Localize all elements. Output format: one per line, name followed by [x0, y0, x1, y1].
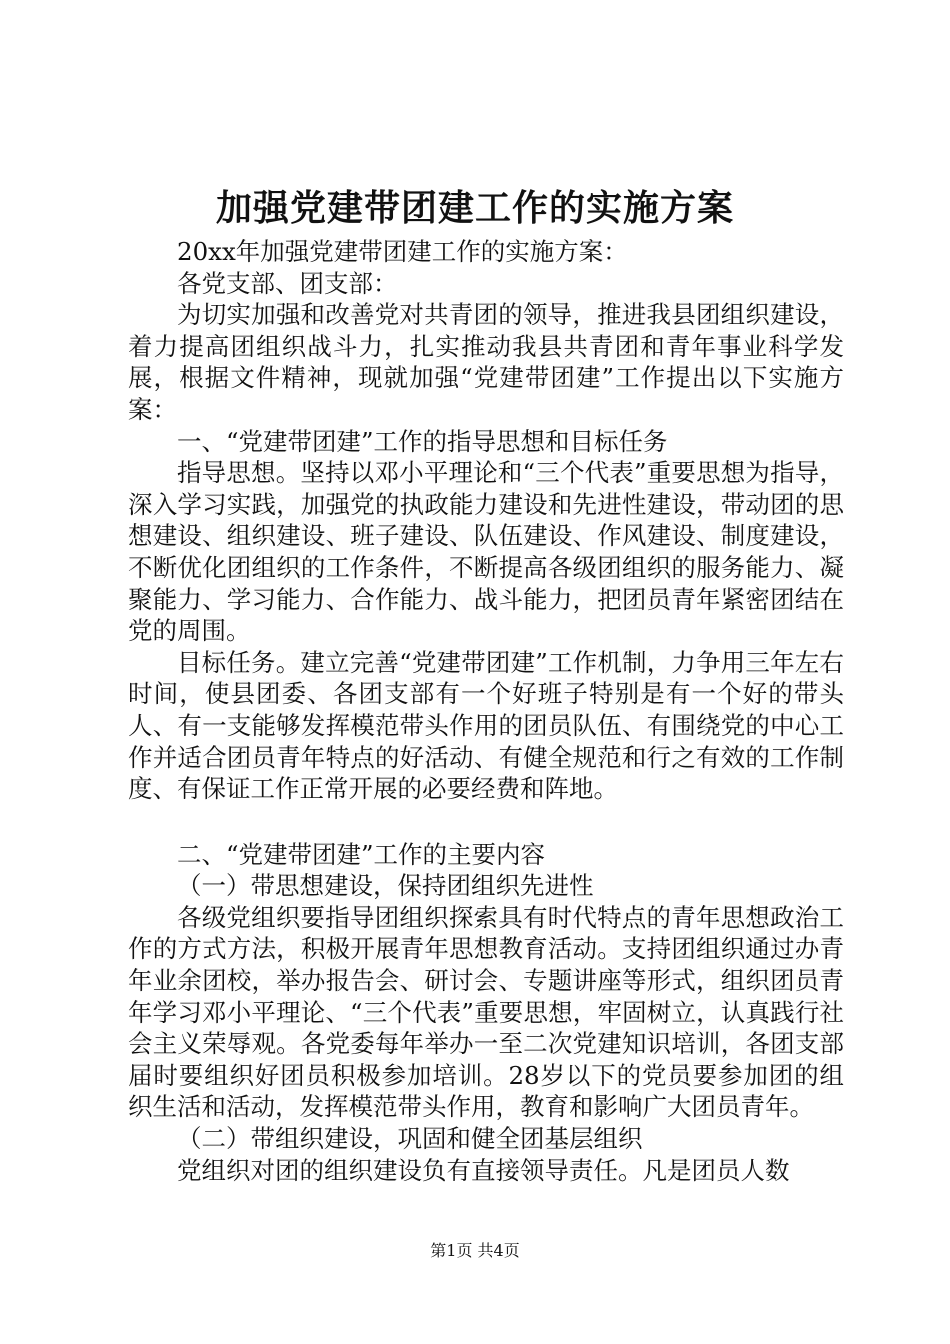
paragraph-intro: 20xx年加强党建带团建工作的实施方案： — [177, 237, 628, 266]
page-number: 第1页 共4页 — [430, 1241, 520, 1260]
paragraph-preamble: 为切实加强和改善党对共青团的领导，推进我县团组织建设，着力提高团组织战斗力，扎实推动我县共青团和青年事业科学发展，根据文件精神，现就加强“党建带团建”工作提出以下实施方案： — [128, 300, 844, 424]
document-title: 加强党建带团建工作的实施方案 — [215, 187, 734, 229]
section-heading-2: 二、“党建带团建”工作的主要内容 — [177, 839, 546, 869]
paragraph-organization-building: 党组织对团的组织建设负有直接领导责任。凡是团员人数 — [177, 1155, 790, 1185]
subsection-heading-2: （二）带组织建设，巩固和健全团基层组织 — [177, 1124, 643, 1154]
paragraph-target-tasks: 目标任务。建立完善“党建带团建”工作机制，力争用三年左右时间，使县团委、各团支部有一个好班子特别是有一个好的带头人、有一支能够发挥模范带头作用的团员队伍、有围绕党的中心工作并适合团员青年特点的好活动、有健全规范和行之有效的工作制度、有保证工作正常开展的必要经费和阵地。 — [128, 647, 844, 804]
subsection-heading-1: （一）带思想建设，保持团组织先进性 — [177, 871, 594, 901]
paragraph-addressee: 各党支部、团支部： — [177, 268, 398, 298]
document-body — [128, 236, 844, 1186]
paragraph-ideological-building: 各级党组织要指导团组织探索具有时代特点的青年思想政治工作的方式方法，积极开展青年思想教育活动。支持团组织通过办青年业余团校，举办报告会、研讨会、专题讲座等形式，组织团员青年学习邓小平理论、“三个代表”重要思想，牢固树立，认真践行社会主义荣辱观。各党委每年举办一至二次党建知识培训，各团支部届时要组织好团员积极参加培训。28岁以下的党员要参加团的组织生活和活动，发挥模范带头作用，教育和影响广大团员青年。 — [128, 902, 844, 1122]
paragraph-guiding-ideology: 指导思想。坚持以邓小平理论和“三个代表”重要思想为指导，深入学习实践，加强党的执政能力建设和先进性建设，带动团的思想建设、组织建设、班子建设、队伍建设、作风建设、制度建设，不断优化团组织的工作条件，不断提高各级团组织的服务能力、凝聚能力、学习能力、合作能力、战斗能力，把团员青年紧密团结在党的周围。 — [128, 458, 844, 646]
section-heading-1: 一、“党建带团建”工作的指导思想和目标任务 — [177, 426, 668, 456]
